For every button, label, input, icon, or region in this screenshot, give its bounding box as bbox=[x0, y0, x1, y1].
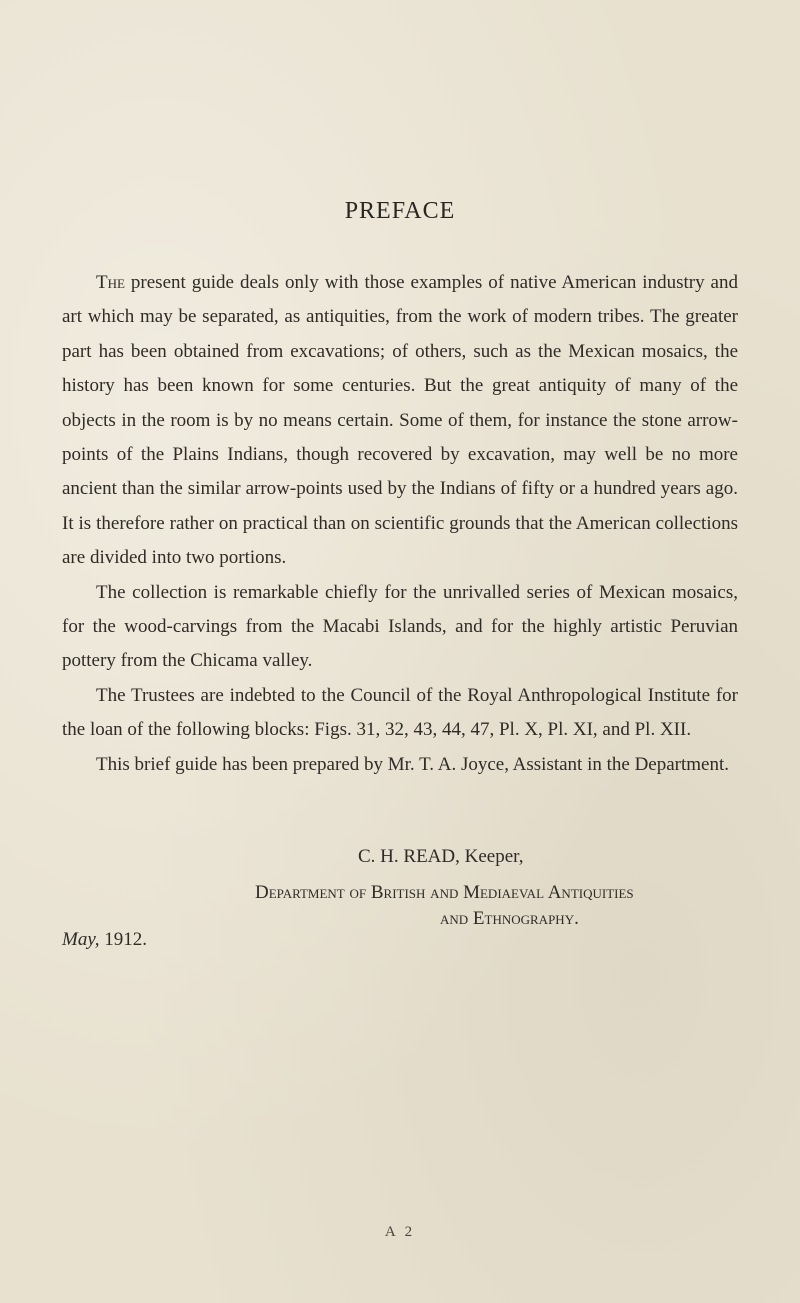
signature-department-line-1: Department of British and Mediaeval Antiquities bbox=[255, 882, 634, 903]
date-year: 1912. bbox=[99, 929, 147, 950]
printer-signature-mark: A 2 bbox=[384, 1224, 416, 1240]
paragraph-1-lead: The bbox=[96, 272, 125, 293]
paragraph-3: The Trustees are indebted to the Council of the Royal Anthropological Institute for the loan of the following blocks: Figs. 31, 32, 43, 44, 47, Pl. X, Pl. XI, and Pl. XII. bbox=[62, 684, 738, 741]
preface-body bbox=[62, 266, 738, 782]
date-month: May, bbox=[62, 929, 100, 950]
page-title: PREFACE bbox=[344, 198, 456, 224]
paragraph-1-text: present guide deals only with those examples of native American industry and art which may be separated, as antiquities, from the work of modern tribes. The greater part has been obtained from excavations; of others, such as the Mexican mosaics, the history has been known for some centuries. But the great antiquity of many of the objects in the room is by no means certain. Some of them, for instance the stone arrow-points of the Plains Indians, though recovered by excavation, may well be no more ancient than the similar arrow-points used by the Indians of fifty or a hundred years ago. It is therefore rather on practical than on scientific grounds that the American collections are divided into two portions. bbox=[62, 272, 738, 569]
preface-date bbox=[62, 929, 147, 951]
signature-name: C. H. READ, Keeper, bbox=[358, 846, 524, 867]
paragraph-4: This brief guide has been prepared by Mr. T. A. Joyce, Assistant in the Department. bbox=[96, 753, 730, 775]
signature-department-line-2: and Ethnography. bbox=[440, 908, 579, 929]
paragraph-2: The collection is remarkable chiefly for the unrivalled series of Mexican mosaics, for the wood-carvings from the Macabi Islands, and for the highly artistic Peruvian pottery from the Chicama valley. bbox=[62, 581, 738, 672]
paragraph-1 bbox=[62, 266, 738, 576]
